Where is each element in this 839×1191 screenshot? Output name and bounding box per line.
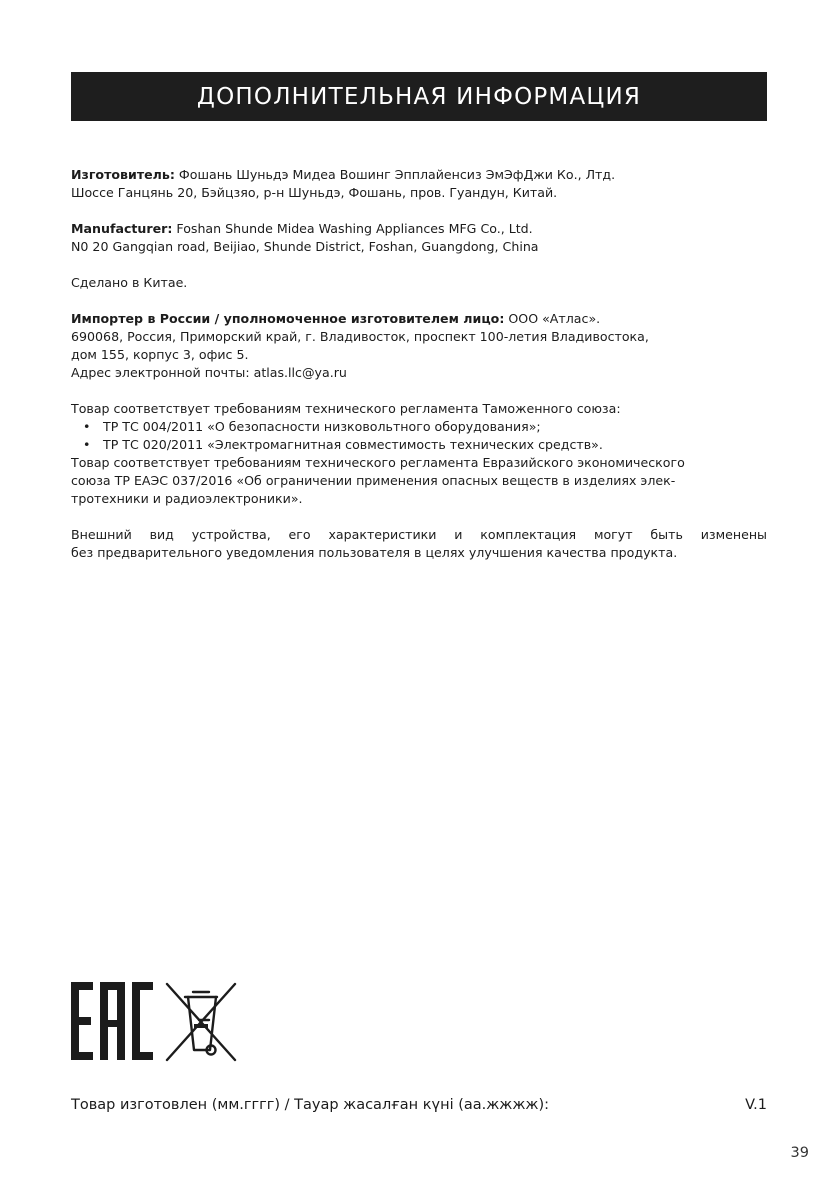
manufacturer-en-label: Manufacturer: xyxy=(71,221,173,236)
certification-marks xyxy=(71,980,241,1064)
manufacturer-en-block xyxy=(71,220,767,256)
production-date-label: Товар изготовлен (мм.гггг) / Тауар жасалған күні (аа.жжжж): xyxy=(71,1097,550,1113)
importer-address-line-2: дом 155, корпус 3, офис 5. xyxy=(71,347,249,362)
compliance-list xyxy=(71,418,767,454)
footer-row xyxy=(71,1097,767,1113)
version-label: V.1 xyxy=(745,1097,767,1113)
page-number: 39 xyxy=(790,1145,809,1161)
weee-bin-icon xyxy=(163,980,239,1064)
manufacturer-ru-name: Фошань Шуньдэ Мидеа Вошинг Эпплайенсиз ЭмЭфДжи Ко., Лтд. xyxy=(174,167,616,182)
importer-address-line-1: 690068, Россия, Приморский край, г. Владивосток, проспект 100-летия Владивостока, xyxy=(71,329,649,344)
document-body xyxy=(71,166,767,580)
disclaimer-line-2: без предварительного уведомления пользователя в целях улучшения качества продукта. xyxy=(71,545,678,560)
importer-name: ООО «Атлас». xyxy=(504,311,601,326)
importer-block xyxy=(71,310,767,382)
manufacturer-ru-block xyxy=(71,166,767,202)
importer-label: Импортер в России / уполномоченное изготовителем лицо: xyxy=(71,311,505,326)
manufacturer-ru-address: Шоссе Ганцянь 20, Бэйцзяо, р-н Шуньдэ, Фошань, пров. Гуандун, Китай. xyxy=(71,185,558,200)
compliance-eaeu-line-2: союза ТР ЕАЭС 037/2016 «Об ограничении применения опасных веществ в изделиях элек- xyxy=(71,473,676,488)
made-in-text: Сделано в Китае. xyxy=(71,275,188,290)
importer-email: Адрес электронной почты: atlas.llc@ya.ru xyxy=(71,365,347,380)
disclaimer-block xyxy=(71,526,767,562)
manufacturer-en-address: N0 20 Gangqian road, Beijiao, Shunde District, Foshan, Guangdong, China xyxy=(71,239,539,254)
manufacturer-en-name: Foshan Shunde Midea Washing Appliances MFG Co., Ltd. xyxy=(172,221,533,236)
compliance-block xyxy=(71,400,767,508)
section-header xyxy=(71,72,767,121)
compliance-item: • ТР ТС 020/2011 «Электромагнитная совместимость технических средств». xyxy=(83,436,767,454)
compliance-eaeu-line-1: Товар соответствует требованиям технического регламента Евразийского экономического xyxy=(71,455,685,470)
compliance-eaeu-line-3: тротехники и радиоэлектроники». xyxy=(71,491,303,506)
manufacturer-ru-label: Изготовитель: xyxy=(71,167,175,182)
disclaimer-line-1: Внешний вид устройства, его характеристики и комплектация могут быть изменены xyxy=(71,527,767,542)
eac-icon xyxy=(71,980,153,1062)
section-title: ДОПОЛНИТЕЛЬНАЯ ИНФОРМАЦИЯ xyxy=(196,83,642,110)
compliance-intro: Товар соответствует требованиям технического регламента Таможенного союза: xyxy=(71,401,621,416)
compliance-item: • ТР ТС 004/2011 «О безопасности низковольтного оборудования»; xyxy=(83,418,767,436)
